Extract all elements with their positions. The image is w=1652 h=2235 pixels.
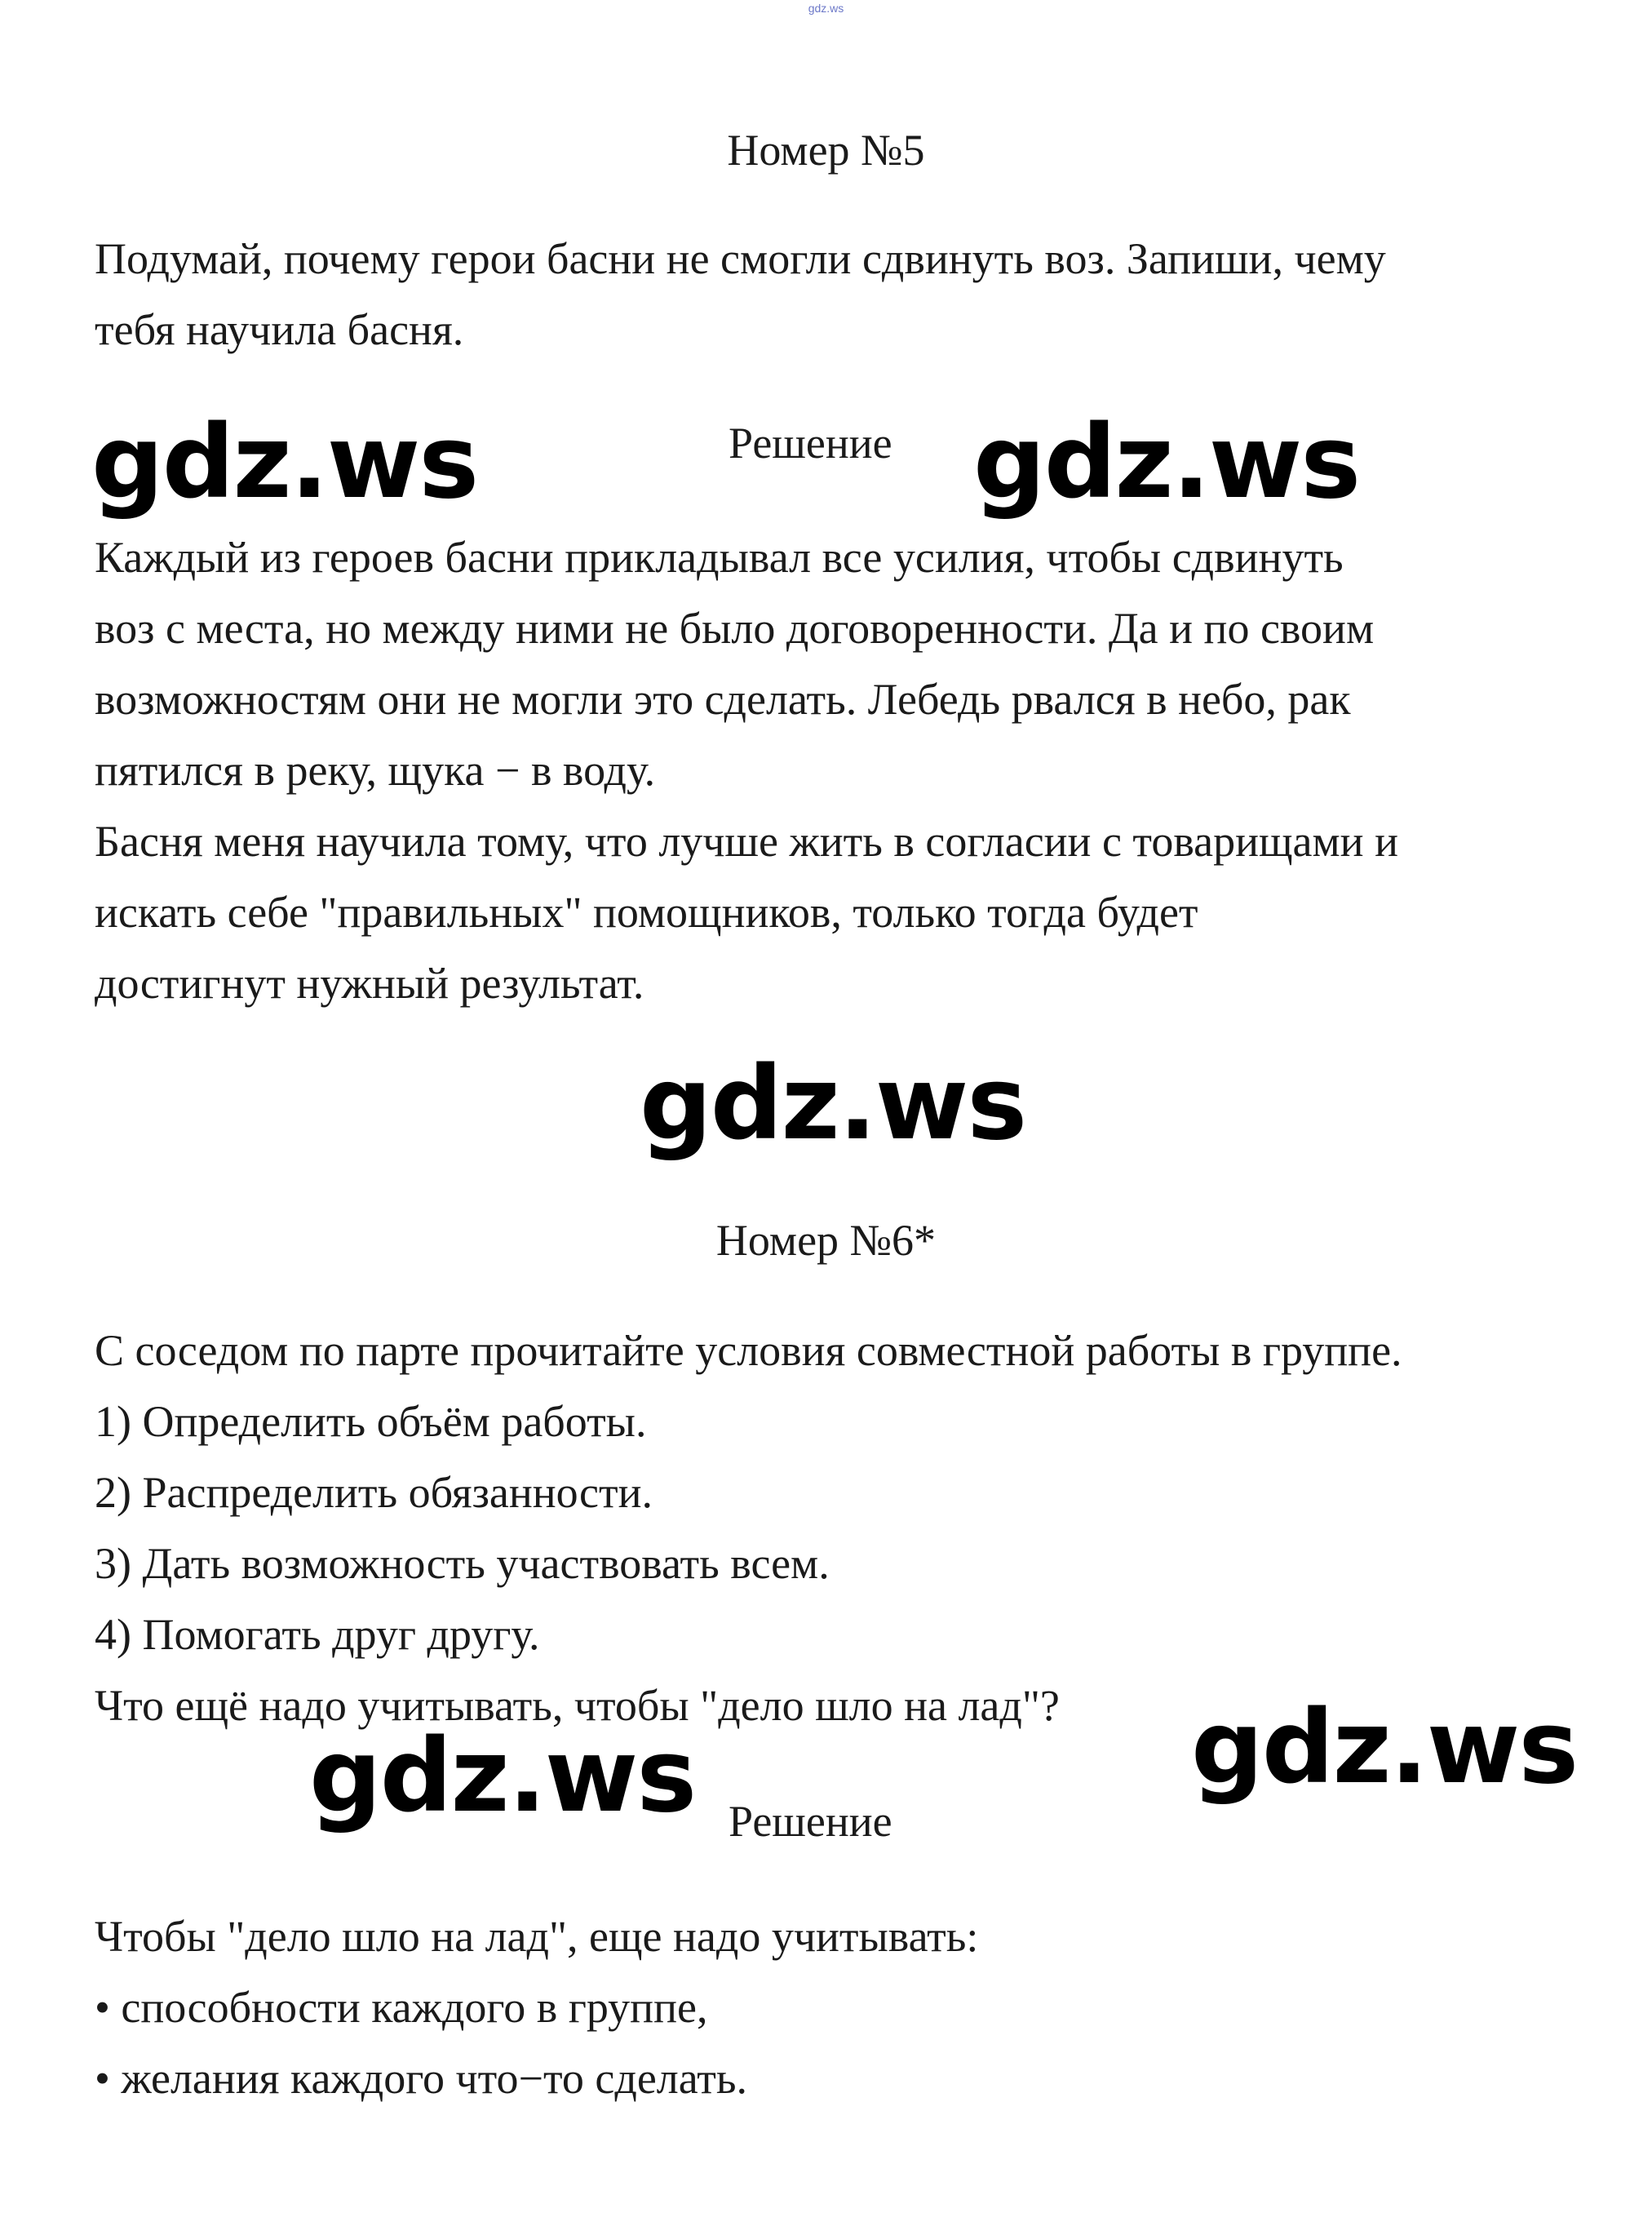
task6-solution-label: Решение: [729, 1797, 892, 1846]
top-site-mark: gdz.ws: [808, 2, 844, 15]
task6-title: Номер №6*: [715, 1216, 937, 1265]
task5-answer-line: Басня меня научила тому, что лучше жить в согласии с товарищами и: [95, 817, 1398, 866]
watermark-logo: gdz.ws: [1191, 1689, 1578, 1807]
task6-question-line: 3) Дать возможность участвовать всем.: [95, 1539, 830, 1588]
task6-question-line: 2) Распределить обязанности.: [95, 1468, 653, 1517]
watermark-logo: gdz.ws: [640, 1045, 1026, 1163]
task6-answer-line: • желания каждого что−то сделать.: [95, 2054, 748, 2103]
task5-question-line: тебя научила басня.: [95, 305, 464, 354]
watermark-logo: gdz.ws: [91, 404, 478, 521]
task5-answer-line: воз с места, но между ними не было договоренности. Да и по своим: [95, 604, 1375, 653]
task5-answer: [95, 522, 1579, 1019]
task6-question-line: 1) Определить объём работы.: [95, 1397, 647, 1446]
task5-title: Номер №5: [727, 126, 925, 175]
task6-question-line: С соседом по парте прочитайте условия совместной работы в группе.: [95, 1326, 1402, 1375]
task6-question: [95, 1315, 1579, 1741]
task5-question: [95, 224, 1579, 366]
task6-question-line: Что ещё надо учитывать, чтобы "дело шло на лад"?: [95, 1681, 1060, 1730]
task5-answer-line: Каждый из героев басни прикладывал все усилия, чтобы сдвинуть: [95, 533, 1344, 582]
task5-answer-line: возможностям они не могли это сделать. Лебедь рвался в небо, рак: [95, 675, 1351, 724]
task5-answer-line: пятился в реку, щука − в воду.: [95, 746, 656, 795]
task6-question-line: 4) Помогать друг другу.: [95, 1610, 540, 1659]
task6-answer: [95, 1901, 1579, 2114]
watermark-logo: gdz.ws: [973, 404, 1360, 521]
task5-answer-line: искать себе "правильных" помощников, только тогда будет: [95, 888, 1198, 937]
task5-question-line: Подумай, почему герои басни не смогли сдвинуть воз. Запиши, чему: [95, 234, 1386, 283]
watermark-logo: gdz.ws: [309, 1718, 696, 1835]
task5-solution-label: Решение: [729, 419, 892, 468]
task6-answer-line: • способности каждого в группе,: [95, 1983, 708, 2032]
task6-answer-line: Чтобы "дело шло на лад", еще надо учитывать:: [95, 1912, 979, 1961]
task5-answer-line: достигнут нужный результат.: [95, 959, 644, 1008]
